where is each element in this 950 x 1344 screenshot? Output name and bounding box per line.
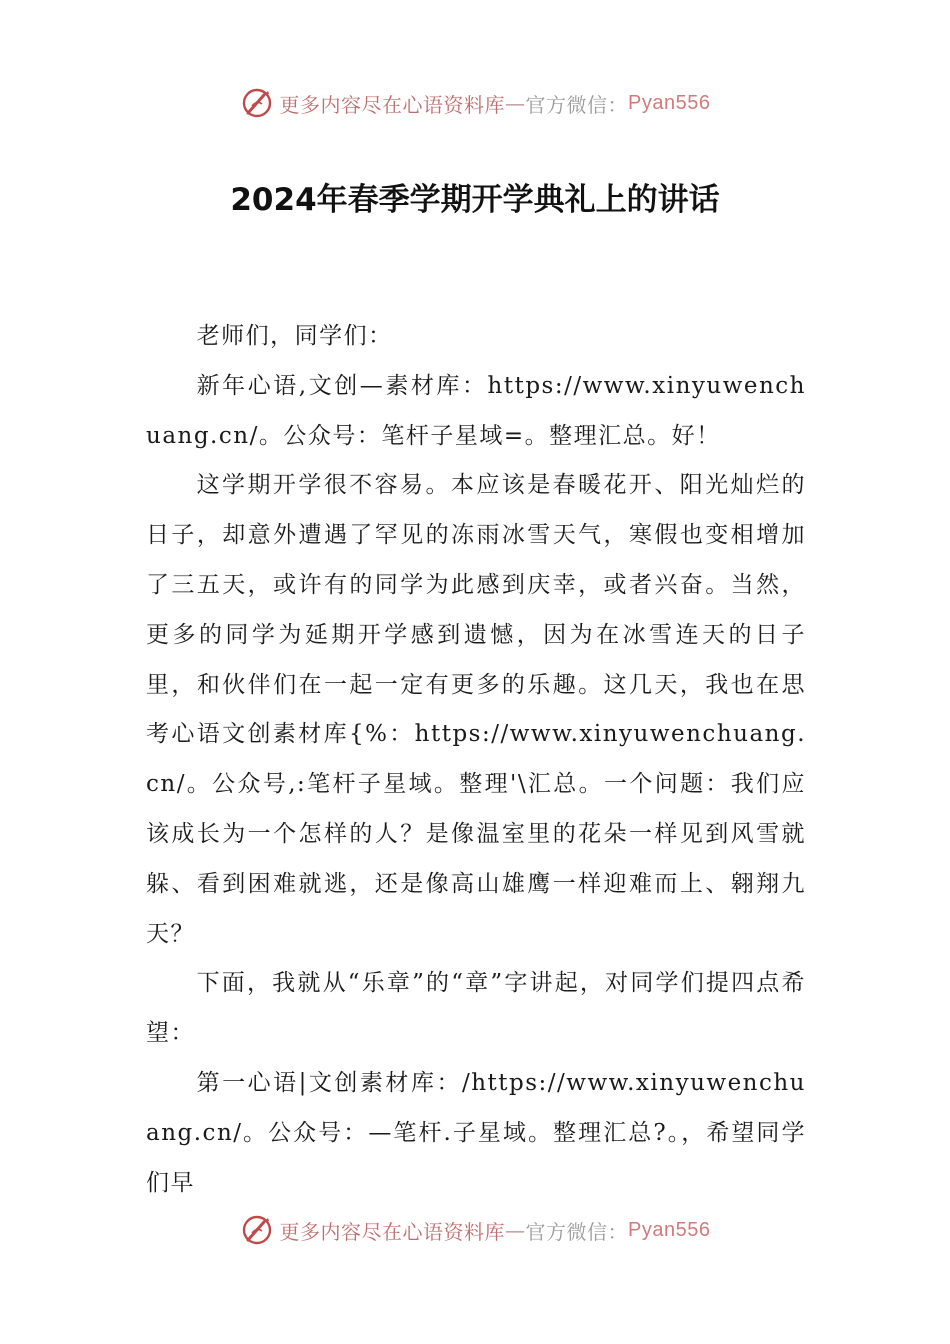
watermark-brand: 更多内容尽在心语资料库 [279, 92, 506, 117]
document-title: 2024年春季学期开学典礼上的讲话 [230, 182, 720, 218]
watermark-official-label: 官方微信： [525, 1219, 629, 1244]
watermark-wechat-id: Pyan556 [628, 1218, 711, 1241]
pen-logo-icon [240, 86, 274, 120]
paragraph-greeting: 老师们，同学们： [196, 323, 393, 349]
watermark-wechat-id: Pyan556 [628, 91, 711, 114]
header-watermark [0, 83, 950, 123]
watermark-brand: 更多内容尽在心语资料库 [279, 1219, 506, 1244]
paragraph-first-hope: 第一心语|文创素材库：/https://www.xinyuwenchuang.cn/。公众号：—笔杆.子星域。整理汇总?。，希望同学们早 [146, 1069, 806, 1196]
paragraph-intro-hopes: 下面，我就从“乐章”的“章”字讲起，对同学们提四点希望： [146, 970, 806, 1047]
pen-logo-icon [240, 1213, 274, 1247]
watermark-separator: — [505, 1218, 526, 1242]
watermark-official-label: 官方微信： [525, 92, 629, 117]
footer-watermark [0, 1210, 950, 1250]
watermark-separator: — [505, 91, 526, 115]
document-body [146, 312, 806, 1208]
paragraph-source-note: 新年心语,文创—素材库：https://www.xinyuwenchuang.cn/。公众号：笔杆子星域=。整理汇总。好！ [146, 372, 806, 449]
paragraph-opening: 这学期开学很不容易。本应该是春暖花开、阳光灿烂的日子，却意外遭遇了罕见的冻雨冰雪天气，寒假也变相增加了三五天，或许有的同学为此感到庆幸，或者兴奋。当然，更多的同学为延期开学感到遗憾，因为在冰雪连天的日子里，和伙伴们在一起一定有更多的乐趣。这几天，我也在思考心语文创素材库{%：https://www.xinyuwenchuang.cn/。公众号,:笔杆子星域。整理'\汇总。一个问题：我们应该成长为一个怎样的人？是像温室里的花朵一样见到风雪就躲、看到困难就逃，还是像高山雄鹰一样迎难而上、翱翔九天？ [146, 472, 806, 947]
